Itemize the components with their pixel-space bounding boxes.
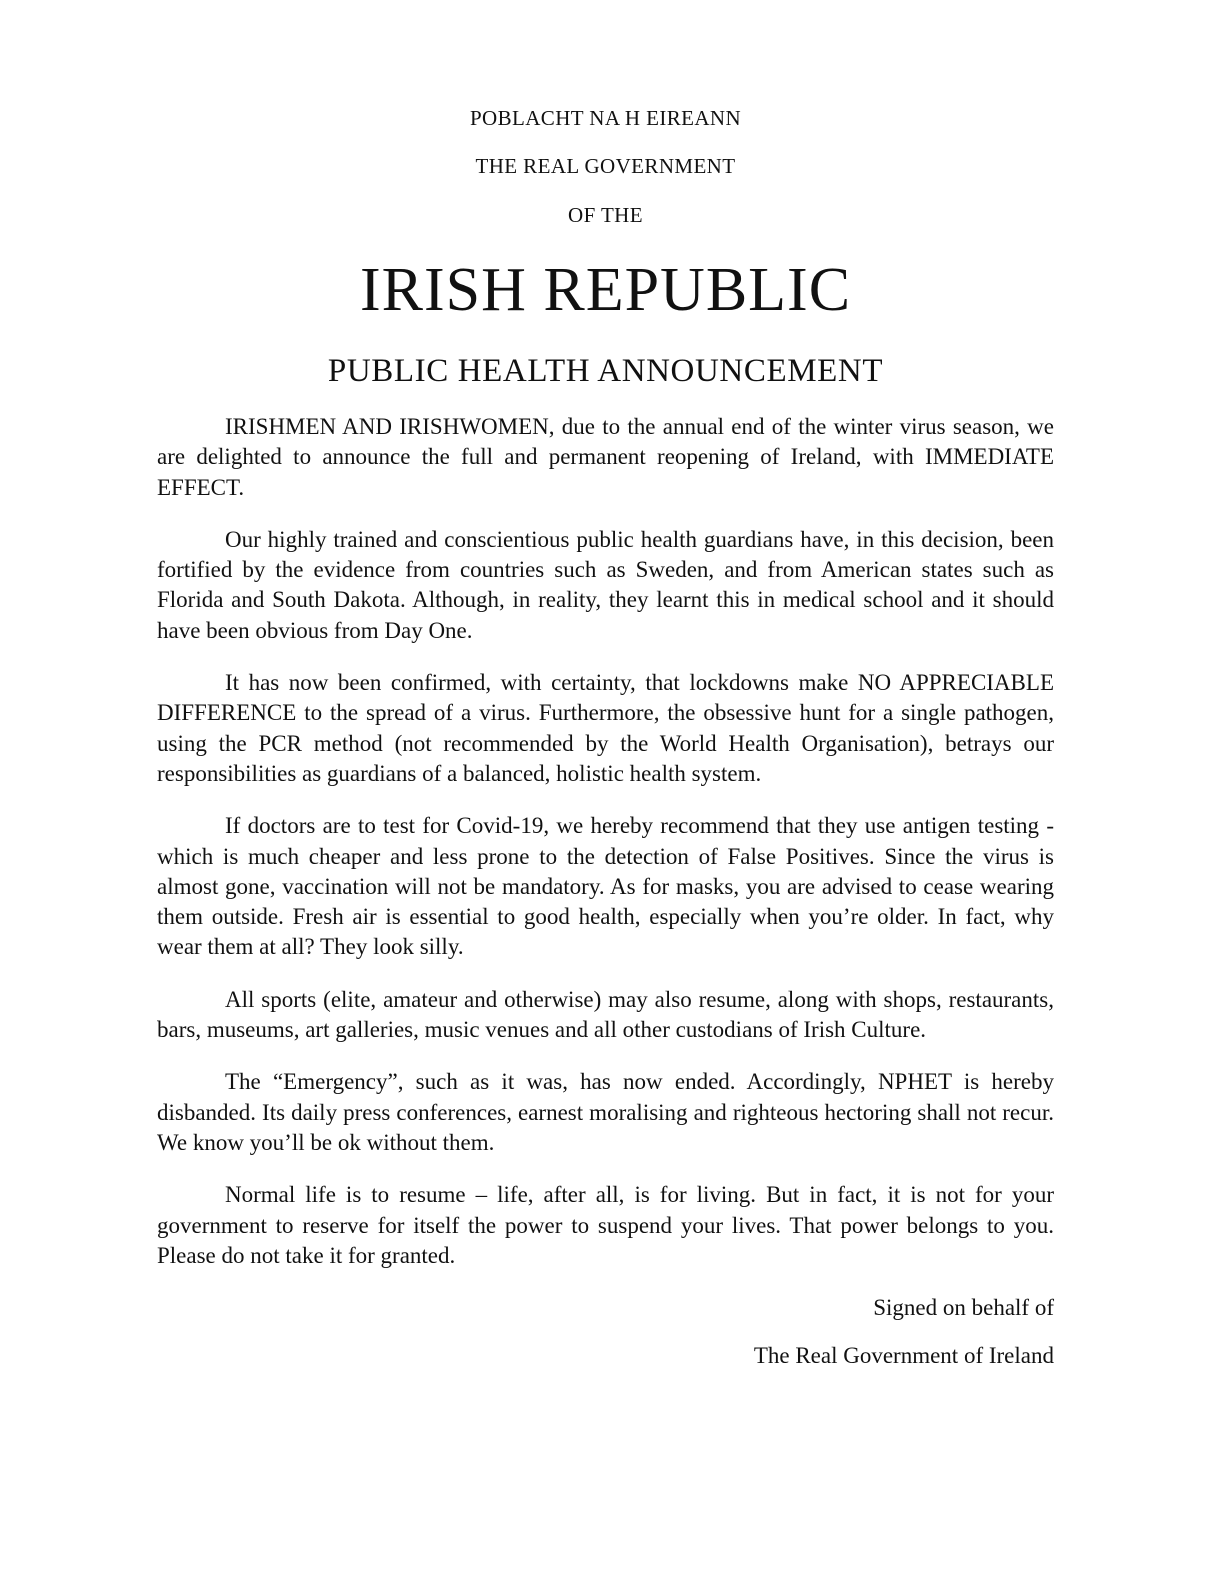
paragraph-evidence: Our highly trained and conscientious public health guardians have, in this decision, been fortified by the evidence from countries such as Sweden, and from American states such as Florida and South Dakota. Although, in reality, they learnt this in medical school and it should have been obvious from Day One. [157,526,1054,643]
paragraph-reopening: IRISHMEN AND IRISHWOMEN, due to the annual end of the winter virus season, we are delighted to announce the full and permanent reopening of Ireland, with IMMEDIATE EFFECT. [157,414,1054,500]
announcement-body [157,412,1054,1371]
paragraph-normal-life: Normal life is to resume – life, after all, is for living. But in fact, it is not for your government to reserve for itself the power to suspend your lives. That power belongs to you. Please do not take it for granted. [157,1182,1054,1268]
signature-line-1: Signed on behalf of [873,1295,1054,1321]
paragraph-testing: If doctors are to test for Covid-19, we hereby recommend that they use antigen testing - which is much cheaper and less prone to the detection of False Positives. Since the virus is almost gone, vaccination will not be mandatory. As for masks, you are advised to cease wearing them outside. Fresh air is essential to good health, especially when you’re older. In fact, why wear them at all? They look silly. [157,813,1054,960]
header-line-real-government: THE REAL GOVERNMENT [475,154,736,178]
header-line-of-the: OF THE [568,203,643,227]
document-subtitle: PUBLIC HEALTH ANNOUNCEMENT [327,353,884,389]
document-title: IRISH REPUBLIC [359,256,852,324]
paragraph-sports: All sports (elite, amateur and otherwise) may also resume, along with shops, restaurants, bars, museums, art galleries, music venues and all other custodians of Irish Culture. [157,986,1054,1043]
paragraph-emergency: The “Emergency”, such as it was, has now ended. Accordingly, NPHET is hereby disbanded. Its daily press conferences, earnest moralising and righteous hectoring shall not recur. We know you’ll be ok without them. [157,1069,1054,1155]
header-line-poblacht: POBLACHT NA H EIREANN [469,106,742,130]
paragraph-lockdowns: It has now been confirmed, with certainty, that lockdowns make NO APPRECIABLE DIFFERENCE to the spread of a virus. Furthermore, the obsessive hunt for a single pathogen, using the PCR method (not recommended by the World Health Organisation), betrays our responsibilities as guardians of a balanced, holistic health system. [157,670,1054,786]
signature-line-2: The Real Government of Ireland [753,1343,1054,1369]
